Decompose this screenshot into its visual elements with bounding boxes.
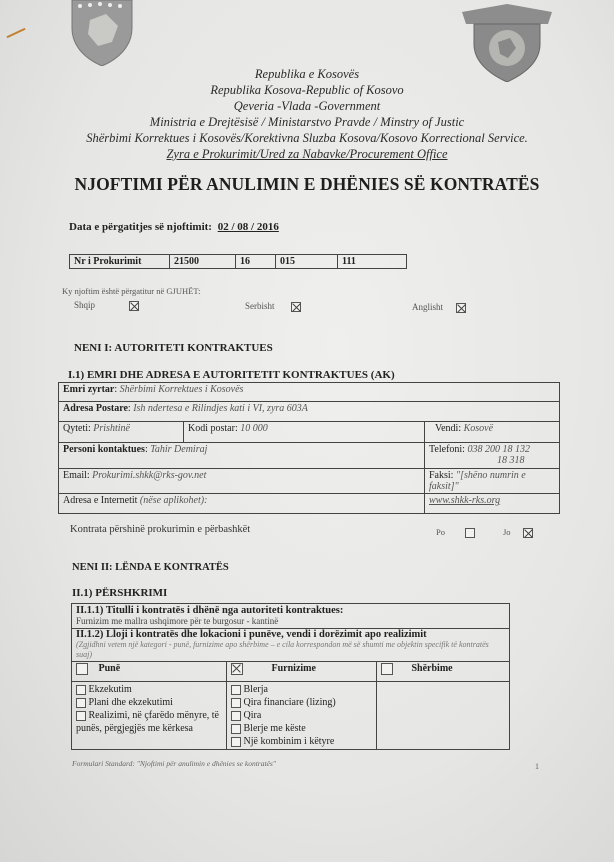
category-works: Punë: [98, 663, 121, 675]
option-label: Plani dhe ekzekutimi: [88, 697, 173, 708]
supplies-option[interactable]: [231, 683, 372, 696]
field-note: (Zgjidhni vetem një kategori - punë, furnizime apo shërbime – e cila korrespondon më së shumti me objektin specifik të kontratës suaj): [76, 640, 489, 659]
field-label: Personi kontaktues: [63, 444, 145, 455]
field-label: Adresa e Internetit: [63, 495, 138, 506]
yes-label: Po: [436, 527, 445, 537]
letterhead-line: Republika e Kosovës: [254, 67, 360, 81]
language-label: Anglisht: [412, 302, 444, 312]
option-label: Qira financiare (lizing): [243, 697, 336, 708]
checkbox-unchecked[interactable]: [231, 711, 241, 721]
field-label: Qyteti:: [63, 423, 91, 434]
phone-extension: 18 318: [497, 455, 525, 466]
contact-person: Tahir Demiraj: [150, 444, 208, 455]
works-option[interactable]: [76, 683, 222, 696]
works-option[interactable]: [76, 709, 222, 735]
field-label: Faksi:: [429, 470, 454, 481]
option-label: Blerja: [243, 684, 268, 695]
checkbox-checked[interactable]: [231, 663, 243, 675]
option-label: Një kombinim i këtyre: [243, 736, 335, 747]
postal-address: Ish ndertesa e Rilindjes kati i VI, zyra 603A: [133, 403, 308, 414]
date-row: [69, 221, 279, 233]
supplies-option[interactable]: [231, 709, 372, 722]
checkbox-checked[interactable]: [291, 302, 301, 312]
kosovo-coat-of-arms-logo: [68, 0, 136, 66]
checkbox-checked[interactable]: [523, 528, 533, 538]
checkbox-unchecked[interactable]: [465, 528, 475, 538]
supplies-option[interactable]: [231, 722, 372, 735]
checkbox-unchecked[interactable]: [76, 685, 86, 695]
page-number: 1: [535, 762, 539, 771]
procurement-part: 16: [236, 255, 276, 269]
date-label: Data e përgatitjes së njoftimit:: [69, 221, 212, 233]
category-supplies: Furnizime: [271, 663, 316, 675]
checkbox-checked[interactable]: [129, 301, 139, 311]
letterhead: [0, 66, 614, 162]
option-label: Realizimi, në çfarëdo mënyre, të punës, përgjegjës me kërkesa: [76, 710, 219, 734]
procurement-label: Nr i Prokurimit: [70, 255, 170, 269]
field-label: Adresa Postare: [63, 403, 128, 414]
supplies-option[interactable]: [231, 735, 372, 748]
language-anglisht[interactable]: [412, 302, 466, 313]
section-2-title: NENI II: LËNDA E KONTRATËS: [72, 562, 229, 573]
joint-procurement-label: Kontrata përshinë prokurimin e përbashkët: [70, 524, 251, 535]
works-option[interactable]: [76, 696, 222, 709]
field-note: (nëse aplikohet):: [139, 495, 208, 506]
option-label: Ekzekutim: [88, 684, 132, 695]
letterhead-line: Shërbimi Korrektues i Kosovës/Korektivna Sluzba Kosova/Kosovo Korrectional Service.: [86, 131, 528, 145]
email[interactable]: Prokurimi.shkk@rks-gov.net: [92, 470, 207, 481]
letterhead-line: Republika Kosova-Republic of Kosovo: [210, 83, 404, 97]
checkbox-unchecked[interactable]: [381, 663, 393, 675]
field-label: II.1.2) Lloji i kontratës dhe lokacioni i punëve, vendi i dorëzimit apo realizimit: [76, 629, 427, 640]
field-label: Vendi:: [435, 423, 462, 434]
procurement-part: 111: [338, 255, 407, 269]
option-label: Qira: [243, 710, 262, 721]
procurement-part: 21500: [170, 255, 236, 269]
contract-description-table: [71, 603, 510, 750]
checkbox-unchecked[interactable]: [76, 711, 86, 721]
language-label: Shqip: [74, 300, 96, 310]
field-label: Kodi postar:: [188, 423, 238, 434]
language-label: Serbisht: [245, 301, 275, 311]
supplies-option[interactable]: [231, 696, 372, 709]
letterhead-line: Ministria e Drejtësisë / Ministarstvo Pravde / Minstry of Justic: [149, 115, 465, 129]
no-label: Jo: [503, 527, 511, 537]
phone: 038 200 18 132: [467, 444, 530, 455]
letterhead-office: Zyra e Prokurimit/Ured za Nabavke/Procurement Office: [166, 147, 448, 161]
field-label: Email:: [63, 470, 90, 481]
fax: "[shëno numrin e faksit]": [429, 470, 526, 492]
contracting-authority-table: Emri zyrtar: Shërbimi Korrektues i Kosovës Adresa Postare: Ish ndertesa e Rilindjes kati i VI, zyra 603A Qyteti: Prishtinë Kodi postar: 10 000 Vendi: Kosovë Personi kontaktues: Tahir Demiraj Telefoni: 038 200 18 132 18 318 Email: Prokurimi.shkk@rks-gov.net Faksi: "[shëno numrin e faksit]" Adresa e Internetit (nëse aplikohet): www.shkk-rks.org: [58, 382, 560, 514]
postal-code: 10 000: [240, 423, 268, 434]
checkbox-unchecked[interactable]: [76, 698, 86, 708]
checkbox-checked[interactable]: [456, 303, 466, 313]
category-services: Shërbime: [411, 663, 453, 675]
language-serbisht[interactable]: [245, 301, 301, 312]
contract-title: Furnizim me mallra ushqimore për te burgosur - kantinë: [76, 616, 279, 626]
official-name: Shërbimi Korrektues i Kosovës: [119, 384, 244, 395]
option-label: Blerje me këste: [243, 723, 306, 734]
procurement-part: 015: [276, 255, 338, 269]
pen-mark: [7, 28, 26, 38]
languages-label: Ky njoftim është përgatitur në GJUHËT:: [62, 286, 201, 296]
procurement-number-table: [69, 254, 407, 269]
website-link[interactable]: www.shkk-rks.org: [429, 495, 501, 506]
footer-form-name: Formulari Standard: "Njoftimi për anulimin e dhënies se kontratës": [72, 759, 276, 768]
country: Kosovë: [463, 423, 494, 434]
field-label: II.1.1) Titulli i kontratës i dhënë nga autoriteti kontraktues:: [76, 605, 344, 616]
city: Prishtinë: [93, 423, 130, 434]
section-2-1-title: II.1) PËRSHKRIMI: [72, 587, 168, 599]
date-value: 02 / 08 / 2016: [217, 221, 279, 233]
checkbox-unchecked[interactable]: [231, 698, 241, 708]
joint-no[interactable]: [503, 527, 533, 538]
field-label: Emri zyrtar: [63, 384, 115, 395]
section-1-title: NENI I: AUTORITETI KONTRAKTUES: [74, 342, 273, 354]
checkbox-unchecked[interactable]: [76, 663, 88, 675]
language-shqip[interactable]: [74, 300, 139, 311]
checkbox-unchecked[interactable]: [231, 685, 241, 695]
joint-yes[interactable]: [436, 527, 475, 538]
checkbox-unchecked[interactable]: [231, 724, 241, 734]
letterhead-line: Qeveria -Vlada -Government: [233, 99, 381, 113]
document-title: NJOFTIMI PËR ANULIMIN E DHËNIES SË KONTRATËS: [74, 174, 540, 194]
checkbox-unchecked[interactable]: [231, 737, 241, 747]
field-label: Telefoni:: [429, 444, 465, 455]
section-1-1-title: I.1) EMRI DHE ADRESA E AUTORITETIT KONTRAKTUES (AK): [68, 369, 395, 381]
